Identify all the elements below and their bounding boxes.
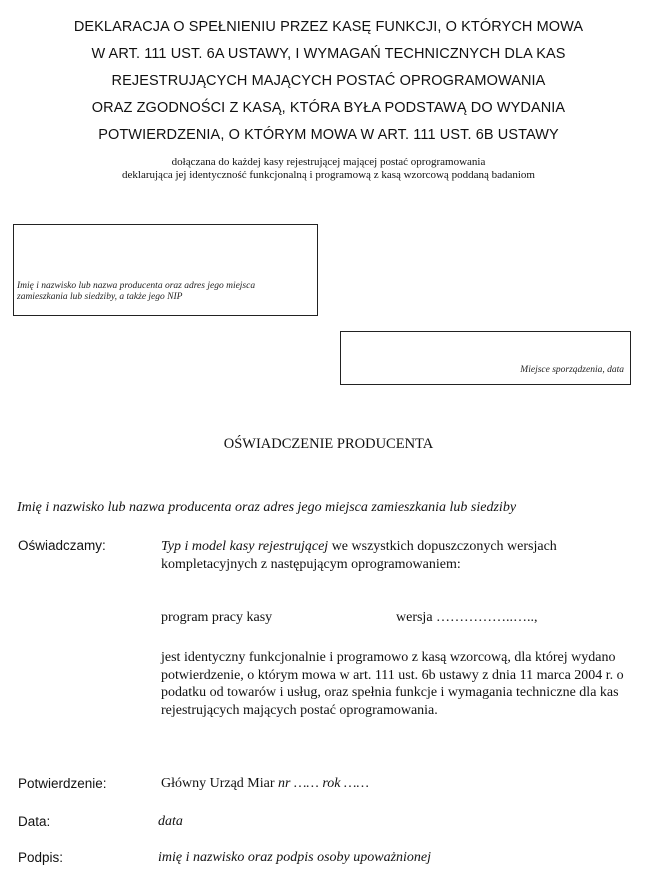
confirmation-value xyxy=(161,776,369,792)
version-field: wersja ……………..….., xyxy=(396,610,538,625)
declaration-body: we wszystkich dopuszczonych wersjach kompletacyjnych z następującym oprogramowaniem: xyxy=(161,539,557,572)
document-subtitle xyxy=(0,156,657,182)
date-label: Data: xyxy=(18,814,51,829)
date-value: data xyxy=(158,814,183,829)
title-line: W ART. 111 UST. 6A USTAWY, I WYMAGAŃ TECHNICZNYCH DLA KAS xyxy=(91,46,566,62)
type-model-field: Typ i model kasy rejestrującej xyxy=(161,539,329,554)
signature-value: imię i nazwisko oraz podpis osoby upoważnionej xyxy=(158,850,432,865)
signature-label: Podpis: xyxy=(18,850,64,865)
place-date-box[interactable] xyxy=(340,331,631,385)
declaration-label: Oświadczamy: xyxy=(18,538,106,553)
title-line: ORAZ ZGODNOŚCI Z KASĄ, KTÓRA BYŁA PODSTAWĄ DO WYDANIA xyxy=(91,100,566,116)
confirmation-label: Potwierdzenie: xyxy=(18,776,107,791)
identity-text: jest identyczny funkcjonalnie i programowo z kasą wzorcową, dla której wydano potwierdzenie, o którym mowa w art. 111 ust. 6b ustawy z dnia 11 marca 2004 r. o podatku od towarów i usług, oraz spełnia funkcje i wymagania techniczne dla kas rejestrujących mających postać oprogramowania. xyxy=(161,650,624,718)
declaration-text xyxy=(161,538,641,573)
subtitle-line: dołączana do każdej kasy rejestrującej mającej postać oprogramowania xyxy=(171,156,486,168)
program-label: program pracy kasy xyxy=(161,610,273,625)
confirmation-office: Główny Urząd Miar xyxy=(161,776,279,791)
title-line: POTWIERDZENIA, O KTÓRYM MOWA W ART. 111 UST. 6B USTAWY xyxy=(98,127,559,143)
producer-box-caption: Imię i nazwisko lub nazwa producenta oraz adres jego miejsca zamieszkania lub siedziby, a także jego NIP xyxy=(17,281,256,302)
place-date-caption: Miejsce sporządzenia, data xyxy=(520,365,624,375)
producer-box[interactable] xyxy=(13,224,318,316)
title-line: REJESTRUJĄCYCH MAJĄCYCH POSTAĆ OPROGRAMOWANIA xyxy=(111,73,546,89)
document-title xyxy=(0,14,657,149)
subtitle-line: deklarująca jej identyczność funkcjonalną i programową z kasą wzorcową poddaną badaniom xyxy=(122,169,535,181)
section-heading: OŚWIADCZENIE PRODUCENTA xyxy=(223,436,434,452)
title-line: DEKLARACJA O SPEŁNIENIU PRZEZ KASĘ FUNKCJI, O KTÓRYCH MOWA xyxy=(73,19,584,35)
producer-line: Imię i nazwisko lub nazwa producenta oraz adres jego miejsca zamieszkania lub siedziby xyxy=(17,500,517,515)
confirmation-number: nr …… rok …… xyxy=(278,776,369,791)
